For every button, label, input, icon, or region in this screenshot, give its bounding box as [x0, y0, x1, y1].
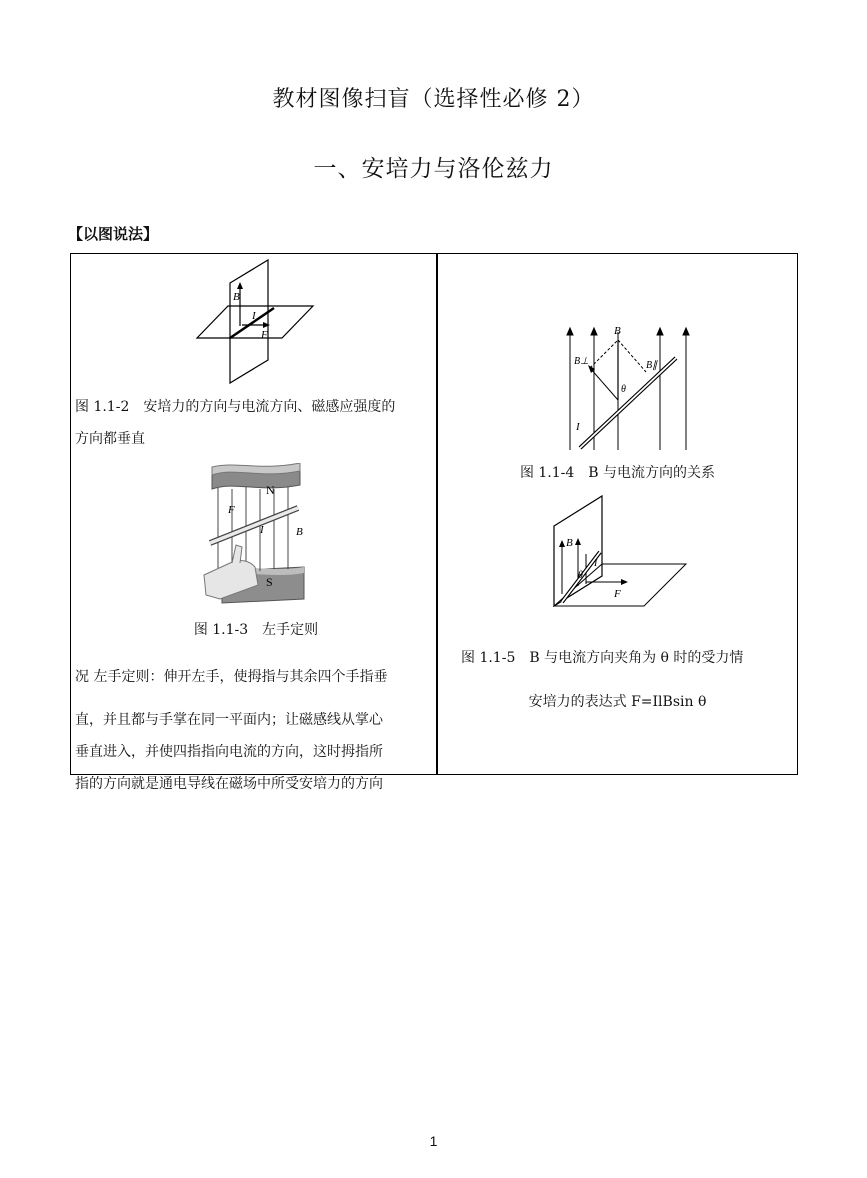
fig3-label-i: I — [260, 524, 264, 536]
fig4-label-b-par: B∥ — [646, 360, 658, 371]
fig5-label-i: I — [594, 558, 598, 569]
figure-1-1-3 — [200, 463, 312, 611]
section-heading: 一、安培力与洛伦兹力 — [313, 156, 554, 182]
fig2-label-i: I — [252, 310, 256, 322]
left-hand-rule-line4: 指的方向就是通电导线在磁场中所受安培力的方向 — [75, 776, 383, 792]
left-hand-rule-line3: 垂直进入，并使四指指向电流的方向，这时拇指所 — [75, 744, 383, 760]
fig5-label-b: B — [566, 537, 573, 549]
left-hand-rule-line2: 直，并且都与手掌在同一平面内；让磁感线从掌心 — [75, 712, 383, 728]
fig5-label-theta: θ — [578, 570, 583, 581]
fig4-label-theta: θ — [621, 384, 626, 395]
fig2-caption-line2: 方向都垂直 — [75, 431, 145, 447]
figure-1-1-4 — [560, 318, 700, 456]
fig2-label-f: F — [261, 329, 268, 341]
fig5-caption: 图 1.1-5 B 与电流方向夹角为 θ 时的受力情 — [461, 650, 744, 666]
fig2-caption-line1: 图 1.1-2 安培力的方向与电流方向、磁感应强度的 — [75, 399, 396, 415]
left-hand-rule-line1: 况 左手定则：伸开左手，使拇指与其余四个手指垂 — [75, 669, 388, 685]
document-title: 教材图像扫盲（选择性必修 2） — [272, 87, 595, 112]
figure-1-1-2 — [190, 258, 320, 388]
fig5-label-f: F — [614, 588, 621, 600]
fig3-label-f: F — [228, 504, 235, 516]
fig3-caption: 图 1.1-3 左手定则 — [193, 622, 319, 638]
fig4-label-i: I — [576, 421, 580, 433]
page-number: 1 — [429, 1133, 438, 1149]
fig2-label-b: B — [233, 291, 240, 303]
fig4-label-b: B — [614, 325, 621, 337]
ampere-force-formula: 安培力的表达式 F=IlBsin θ — [528, 694, 707, 710]
fig3-label-n: N — [266, 483, 275, 497]
figure-explanation-tag: 【以图说法】 — [68, 225, 159, 243]
fig3-label-b: B — [296, 526, 303, 538]
fig4-caption: 图 1.1-4 B 与电流方向的关系 — [519, 465, 716, 481]
fig4-label-b-perp: B⊥ — [574, 356, 589, 367]
fig3-label-s: S — [266, 575, 273, 589]
figure-1-1-5 — [550, 494, 690, 612]
